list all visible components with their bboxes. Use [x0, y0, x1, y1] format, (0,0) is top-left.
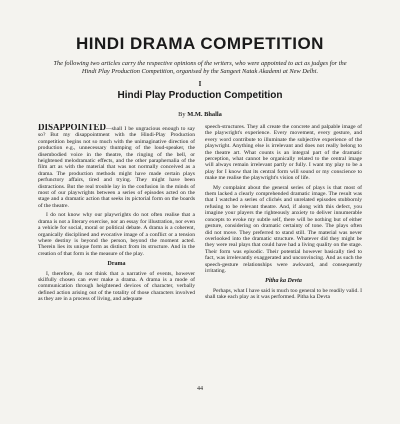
- paragraph: speech-structures. They all create the concrete and palpable image of the playwright's experience. Every movement, every gesture, and every word contribute to illuminate the subjective experience of the playwright. Anything else is irrelevant and does not really belong to the theatre art. What counts is an integral part of the dramatic perception, what cannot be organically related to the central image will always remain irrelevant partly or fully. I want my play to be a play for I know that its central form will sound or my conscience to make me realise the playwright's vision of life.: [205, 124, 362, 182]
- left-column: [38, 124, 195, 424]
- subheading-drama: Drama: [107, 261, 126, 268]
- drop-word: DISAPPOINTED: [38, 124, 107, 132]
- byline-author: M.M. Bhalla: [187, 111, 222, 118]
- section-number: I: [198, 80, 202, 88]
- article-title: Hindi Play Production Competition: [117, 90, 283, 101]
- subheading-pitha-ka-devta: Pitha ka Devta: [265, 278, 302, 285]
- paragraph: My complaint about the general series of plays is that most of them lacked a clearly comprehended dramatic image. The result was that I watched a series of clichés and unrelated episodes stubbornly refusing to be relevant theatre. And, if along with this defect, you imagine your players the righteously anxiety to deliver innumerable concepts to evoke my subtle self, there will be nothing but of either gesture, considering on dramatic certainty of tone. The plays often did not move. They preferred to stand still. The material was never overlooked into the dramatic structure. Whatever did they might be they were real plays that could have had a living quality on the stage. Their form was episodic. Their potential however basically tied to fact, was irrelevantly exaggerated and unconvincing. And as such the speech-gesture relationships were awkward, and consequently irritating.: [205, 184, 362, 274]
- byline: [38, 111, 362, 118]
- page-number: 44: [197, 386, 203, 392]
- paragraph: I do not know why our playwrights do not often realise that a drama is not a literary exercise, nor an essay for illustration, nor even a vehicle for social, moral or political debate. A drama is a coherent, organically disciplined and evocative image of a conflict or a tension where destiny is beyond the person, beyond the moment acted. Therein lies its unique form as distinct from its structure. And in the creation of that form is the measure of the play.: [38, 212, 195, 257]
- paragraph-text: —shall I be ungracious enough to say so? But my disappointment with the Hindi-Play Production competition begins not so much with the unimaginative direction of production e.g., unnecessary thumping of the loud-speaker, the disembodied voice in the theatre, the ringing of the bell, or heightened melodramatic effects, and the other paraphernalia of the film art as with the material that was not normally conceived as a drama. The production methods might have made certain plays perfunctory affairs, tired and trying. They might have been distractions. But the real trouble lay in the confusion in the minds of most of our playwrights between a series of episodes acted on the stage and a dramatic action that seeks its pictorial form on the boards of the theatre.: [38, 126, 195, 209]
- right-column: [205, 124, 362, 424]
- page-title: HINDI DRAMA COMPETITION: [76, 34, 324, 53]
- paragraph: I, therefore, do not think that a narrative of events, however skilfully chosen can ever make a drama. A drama is a mode of communication through heightened devices of character, verbally defined action arising out of the totality of those characters involved as they are in a process of living, and adequate: [38, 270, 195, 303]
- paragraph: Perhaps, what I have said is much too general to be readily valid. I shall take each play as it was performed. Pitha ka Devta: [205, 287, 362, 301]
- paragraph: [38, 124, 195, 209]
- intro-note: The following two articles carry the respective opinions of the writers, who were appointed to act as judges for the Hindi Play Production Competition, organised by the Sangeet Natak Akademi at New Delhi.: [53, 60, 347, 75]
- article-body: [38, 124, 362, 424]
- byline-prefix: By: [178, 111, 186, 118]
